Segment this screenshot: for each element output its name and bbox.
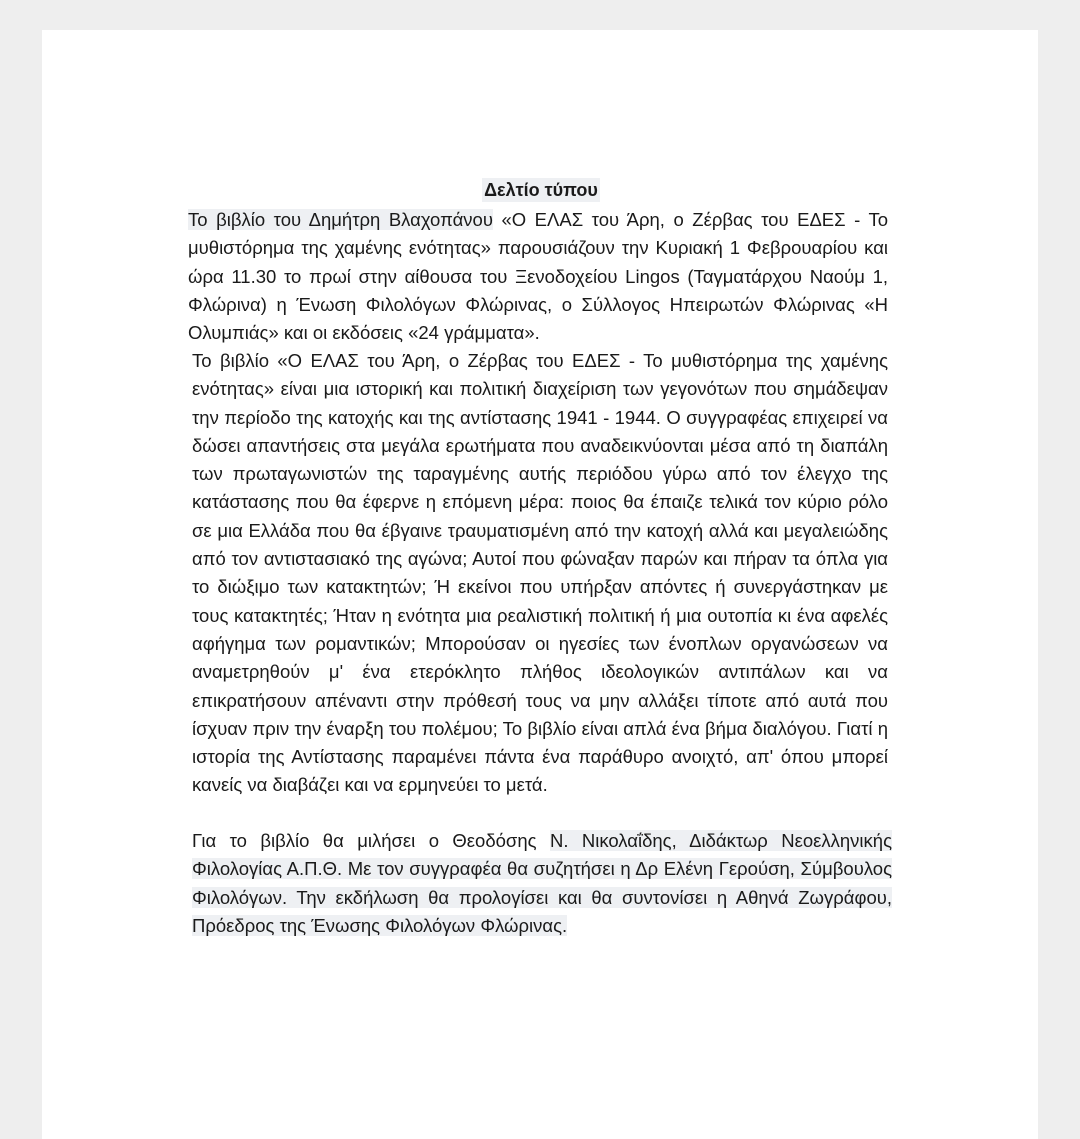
intro-paragraph <box>188 206 888 347</box>
intro-paragraph-text: «Ο ΕΛΑΣ του Άρη, ο Ζέρβας του ΕΔΕΣ - Το μυθιστόρημα της χαμένης ενότητας» παρουσιάζουν την Κυριακή 1 Φεβρουαρίου και ώρα 11.30 το πρωί στην αίθουσα του Ξενοδοχείου Lingos (Ταγματάρχου Ναούμ 1, Φλώρινα) η Ένωση Φιλολόγων Φλώρινας, ο Σύλλογος Ηπειρωτών Φλώρινας «Η Ολυμπιάς» και οι εκδόσεις «24 γράμματα». <box>188 209 889 344</box>
speakers-lead: Για το βιβλίο θα μιλήσει ο Θεοδόσης <box>192 830 550 851</box>
document-title <box>0 180 1080 201</box>
document-title-text: Δελτίο τύπου <box>484 180 598 200</box>
intro-highlighted-lead: Το βιβλίο του Δημήτρη Βλαχοπάνου <box>188 209 493 230</box>
speakers-highlighted-text: Ν. Νικολαΐδης, Διδάκτωρ Νεοελληνικής Φιλολογίας Α.Π.Θ. Με τον συγγραφέα θα συζητήσει η Δρ Ελένη Γερούση, Σύμβουλος Φιλολόγων. Την εκδήλωση θα προλογίσει και θα συντονίσει η Αθηνά Ζωγράφου, Πρόεδρος της Ένωσης Φιλολόγων Φλώρινας. <box>192 830 892 936</box>
speakers-paragraph <box>192 827 892 940</box>
book-description-paragraph: Το βιβλίο «Ο ΕΛΑΣ του Άρη, ο Ζέρβας του ΕΔΕΣ - Το μυθιστόρημα της χαμένης ενότητας» είναι μια ιστορική και πολιτική διαχείριση των γεγονότων που σημάδεψαν την περίοδο της κατοχής και της αντίστασης 1941 - 1944. Ο συγγραφέας επιχειρεί να δώσει απαντήσεις στα μεγάλα ερωτήματα που αναδεικνύονται μέσα από τη διαπάλη των πρωταγωνιστών της ταραγμένης αυτής περιόδου γύρω από τον έλεγχο της κατάστασης που θα έφερνε η επόμενη μέρα: ποιος θα έπαιζε τελικά τον κύριο ρόλο σε μια Ελλάδα που θα έβγαινε τραυματισμένη από την κατοχή αλλά και μεγαλειώδης από τον αντιστασιακό της αγώνα; Αυτοί που φώναξαν παρών και πήραν τα όπλα για το διώξιμο των κατακτητών; Ή εκείνοι που υπήρξαν απόντες ή συνεργάστηκαν με τους κατακτητές; Ήταν η ενότητα μια ρεαλιστική πολιτική ή μια ουτοπία κι ένα αφελές αφήγημα των ρομαντικών; Μπορούσαν οι ηγεσίες των ένοπλων οργανώσεων να αναμετρηθούν μ' ένα ετερόκλητο πλήθος ιδεολογικών αντιπάλων και να επικρατήσουν απέναντι στην πρόθεσή τους να μην αλλάξει τίποτε από αυτά που ίσχυαν πριν την έναρξη του πολέμου; Το βιβλίο είναι απλά ένα βήμα διαλόγου. Γιατί η ιστορία της Αντίστασης παραμένει πάντα ένα παράθυρο ανοιχτό, απ' όπου μπορεί κανείς να διαβάζει και να ερμηνεύει το μετά. <box>192 350 888 796</box>
document-page <box>42 30 1038 1139</box>
